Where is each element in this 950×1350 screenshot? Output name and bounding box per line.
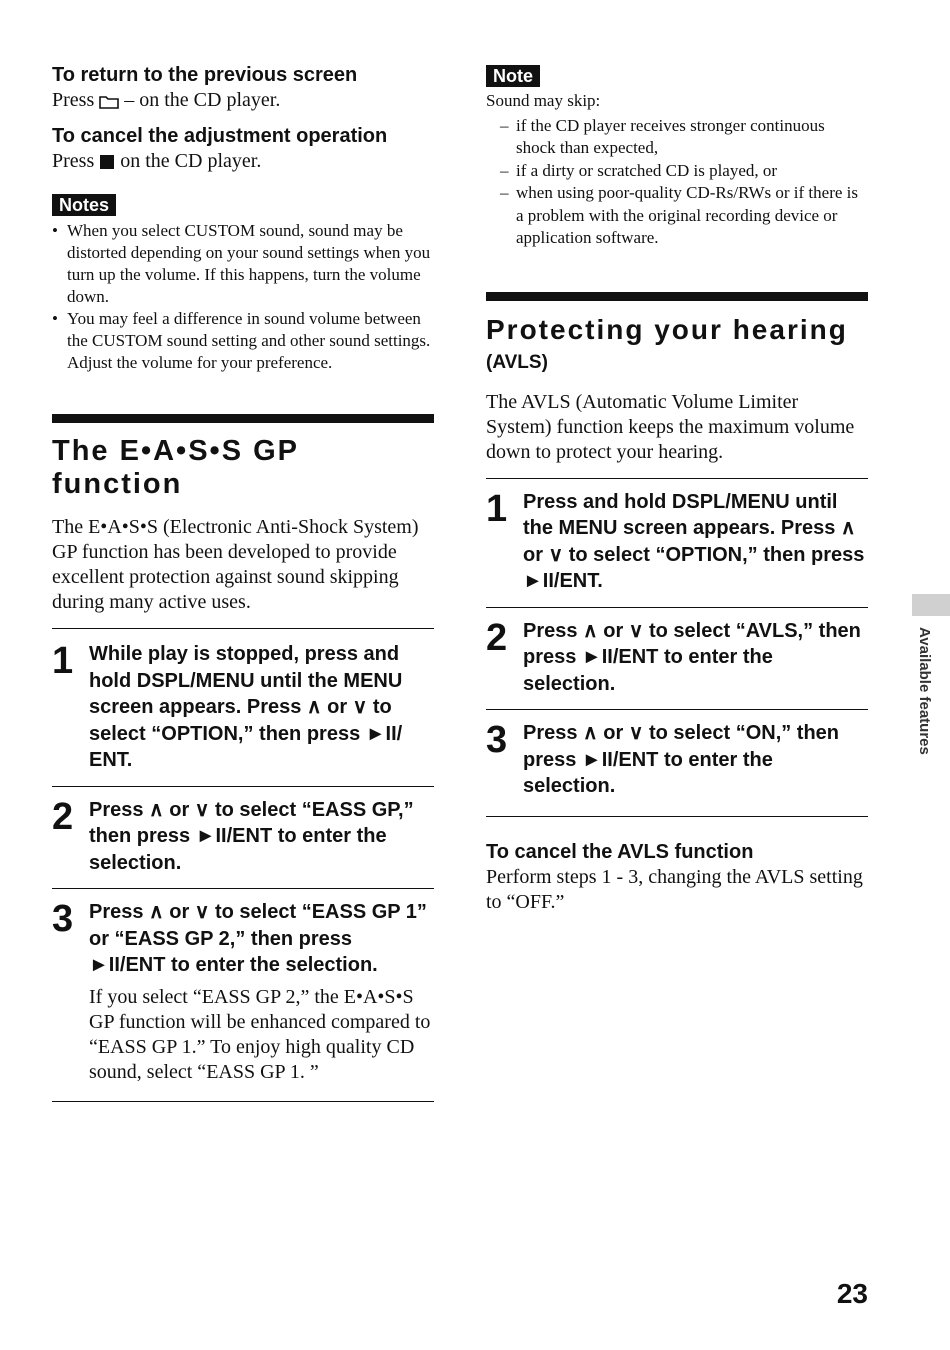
note-item: • When you select CUSTOM sound, sound may be distorted depending on your sound settings when you turn up the volume. If this happens, turn the volume down. [52,221,431,306]
step-number: 3 [486,719,508,761]
avls-section-title: Protecting your hearing [486,313,848,345]
step-number: 2 [486,616,508,659]
eass-steps [52,628,434,1102]
return-rest-text: – on the CD player. [124,89,281,111]
end-rule [52,1101,434,1102]
right-column [486,62,868,915]
step-1 [486,478,868,607]
step-text: Press ∧ or ∨ to select “AVLS,” then press ►II/ENT to enter the selection. [523,619,861,695]
page-number: 23 [836,1278,868,1309]
eass-intro: The E•A•S•S (Electronic Anti-Shock System) GP function has been developed to provide excellent protection against sound skipping during many active uses. [52,516,419,613]
end-rule [486,816,868,817]
avls-cancel-heading: To cancel the AVLS function [486,840,754,863]
note-badge: Note [486,65,540,87]
step-number: 2 [52,795,74,838]
cancel-press-word: Press [52,150,95,172]
eass-section-title: The E•A•S•S GP function [52,435,300,500]
note-list [500,115,868,250]
folder-icon [99,95,119,109]
step-text: Press and hold DSPL/MENU until the MENU screen appears. Press ∧ or ∨ to select “OPTION,” then press ►II/ENT. [523,490,865,592]
side-tab-label: Available features [916,627,933,755]
note-item: • You may feel a difference in sound volume between the CUSTOM sound setting and other sound settings. Adjust the volume for your preference. [52,309,431,372]
step-text: While play is stopped, press and hold DSPL/MENU until the MENU screen appears. Press ∧ or ∨ to select “OPTION,” then press ►II/ ENT. [89,643,403,771]
step-text: Press ∧ or ∨ to select “EASS GP,” then press ►II/ENT to enter the selection. [89,798,414,874]
step-number: 3 [52,898,74,940]
step-number: 1 [486,487,508,530]
return-press-word: Press [52,89,95,111]
note-intro: Sound may skip: [486,91,601,110]
notes-badge: Notes [52,194,116,216]
note-item: – if a dirty or scratched CD is played, or [500,160,778,180]
step-number: 1 [52,640,74,682]
return-heading: To return to the previous screen [52,64,358,86]
left-column [52,62,434,1102]
step-note: If you select “EASS GP 2,” the E•A•S•S GP function will be enhanced compared to “EASS GP 1.” To enjoy high quality CD sound, select “EASS GP 1. ” [89,985,431,1083]
notes-list [52,220,434,374]
avls-section-subtitle: (AVLS) [486,351,548,373]
side-tab-marker [912,594,950,616]
avls-steps [486,478,868,817]
step-2 [52,786,434,889]
cancel-heading: To cancel the adjustment operation [52,125,388,147]
note-item: – if the CD player receives stronger continuous shock than expected, [500,115,825,157]
note-item: – when using poor-quality CD-Rs/RWs or if there is a problem with the original recording device or application software. [500,183,858,247]
section-divider-bar [486,292,868,301]
cancel-rest-text: on the CD player. [120,150,262,172]
avls-cancel-text: Perform steps 1 - 3, changing the AVLS setting to “OFF.” [486,865,863,913]
step-3 [486,709,868,812]
stop-icon [100,155,114,169]
step-3 [52,888,434,1097]
cancel-instruction [52,149,434,174]
step-text: Press ∧ or ∨ to select “EASS GP 1” or “EASS GP 2,” then press ►II/ENT to enter the selection. [89,901,427,976]
step-1 [52,628,434,786]
section-divider-bar [52,414,434,423]
avls-intro: The AVLS (Automatic Volume Limiter System) function keeps the maximum volume down to protect your hearing. [486,390,855,463]
step-text: Press ∧ or ∨ to select “ON,” then press ►II/ENT to enter the selection. [523,722,840,797]
return-instruction [52,88,434,113]
step-2 [486,607,868,710]
